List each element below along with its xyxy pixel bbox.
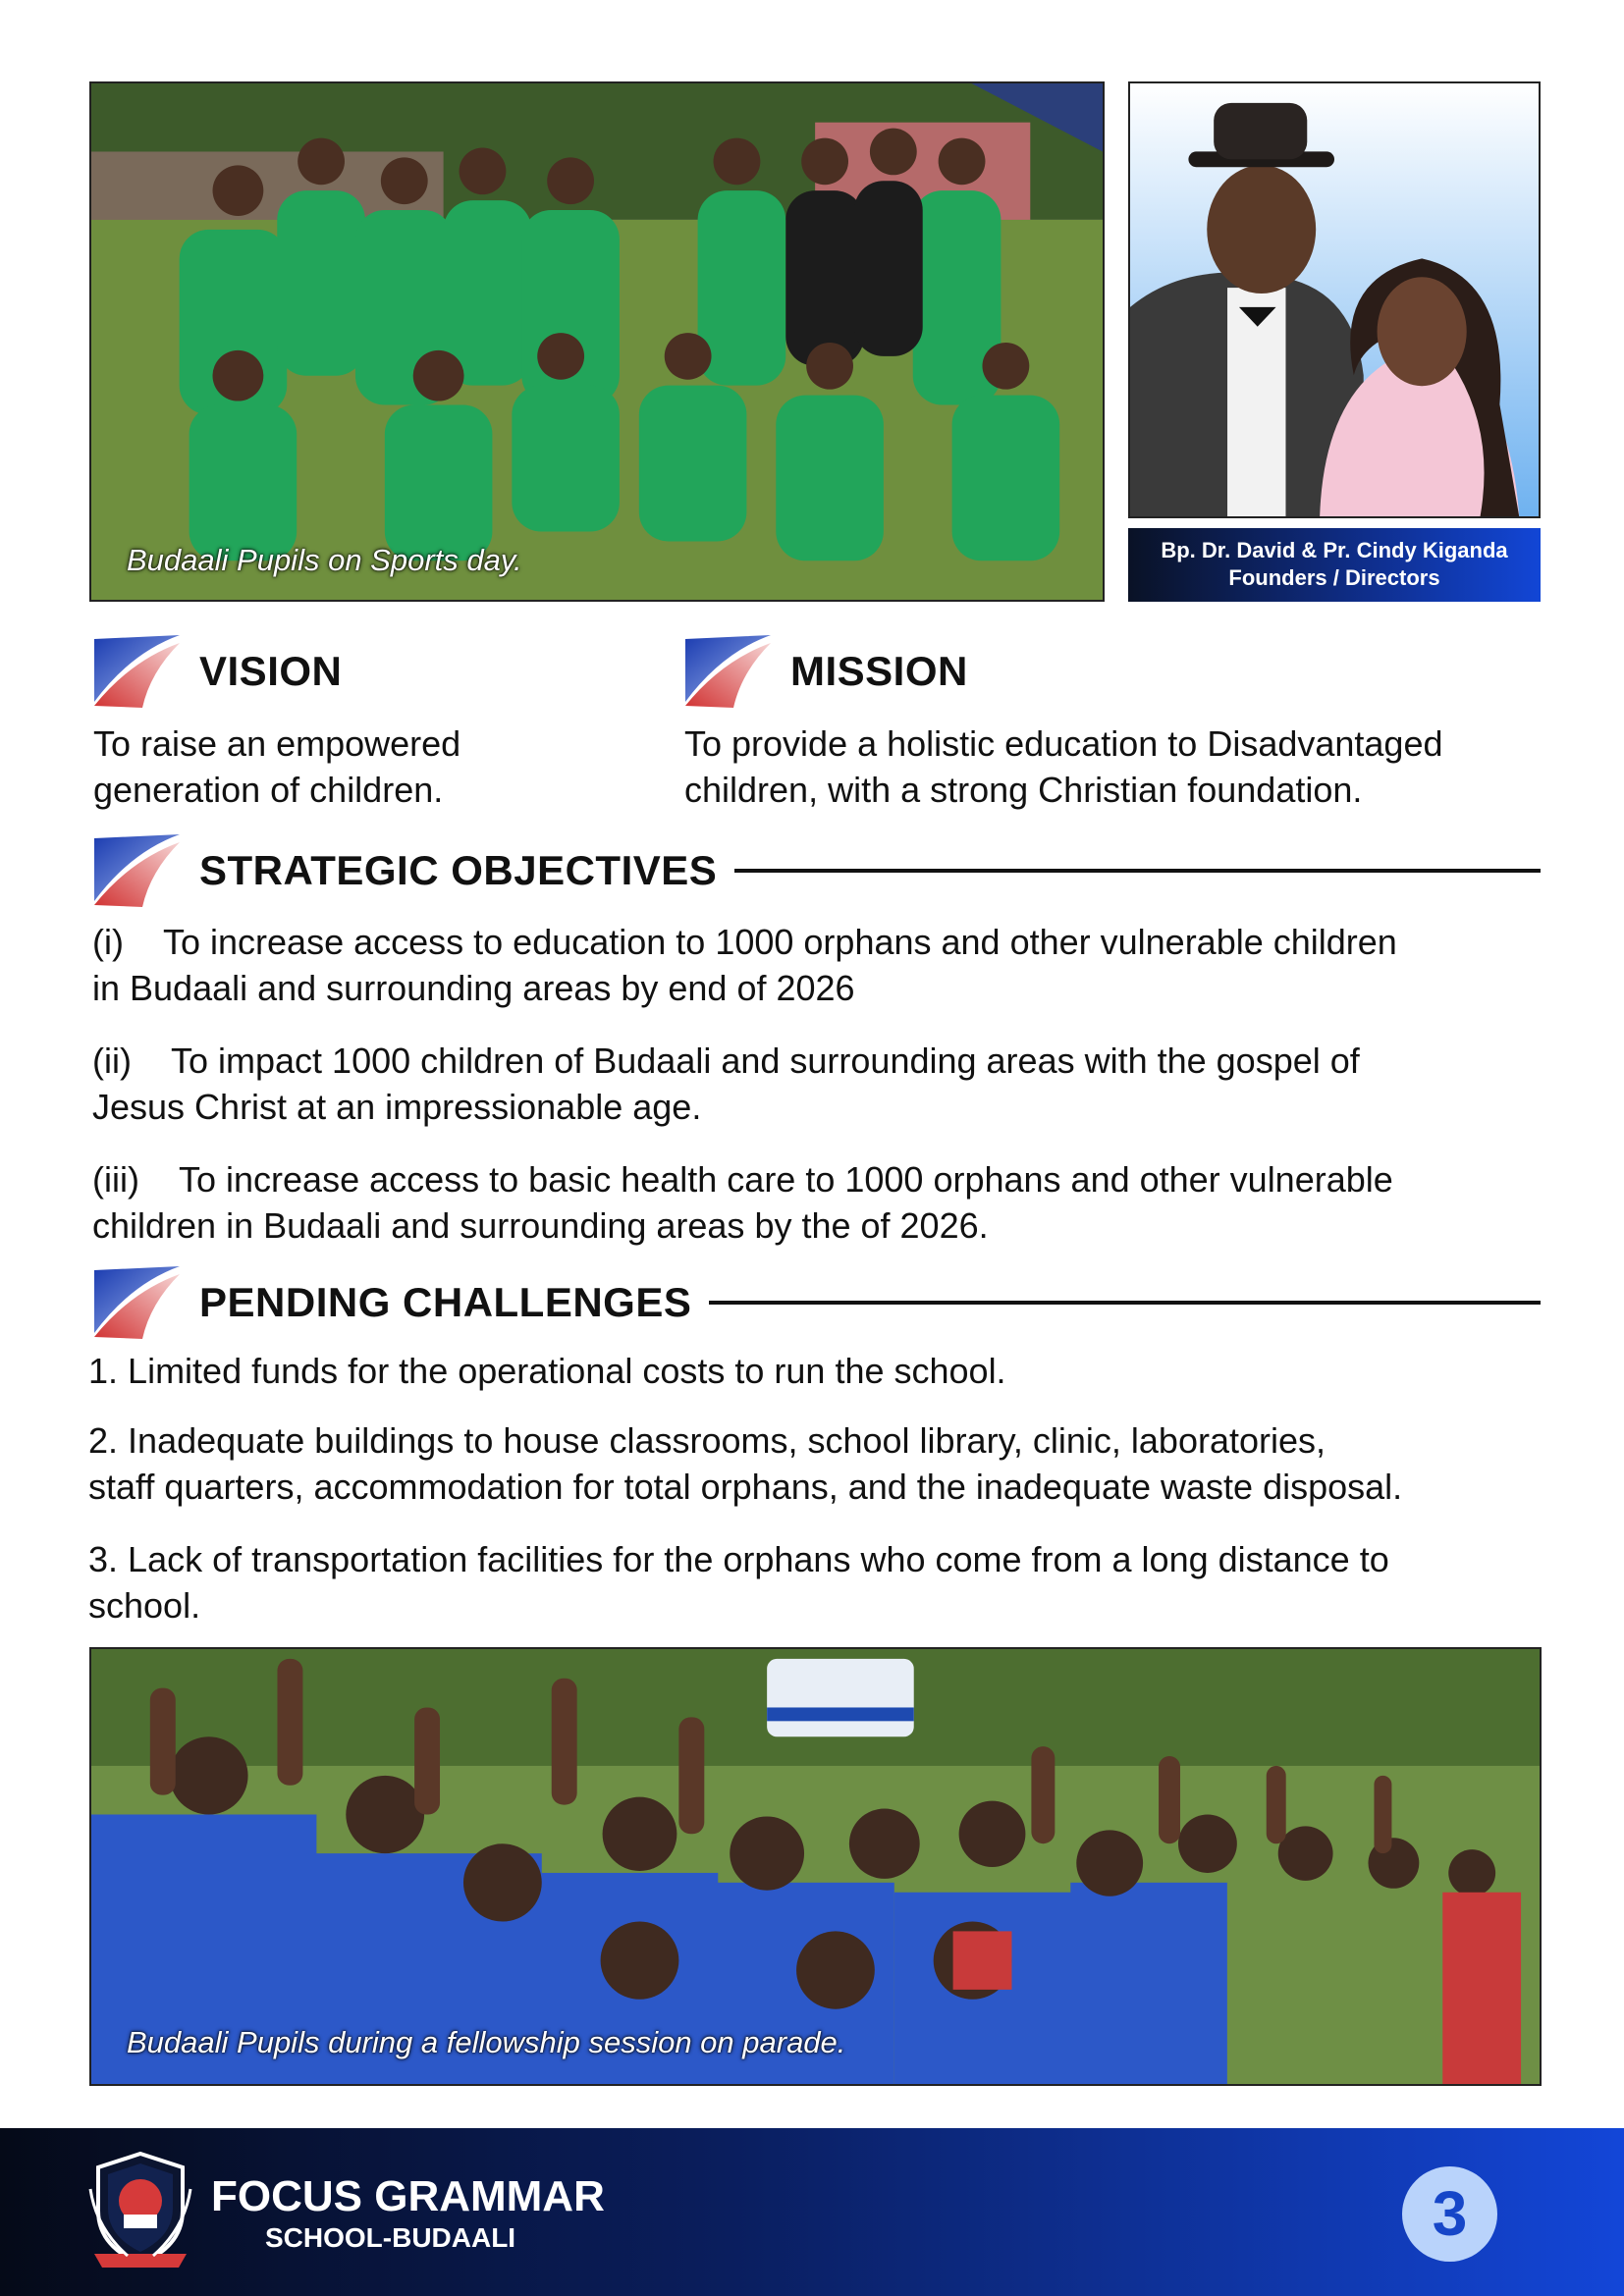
mission-title: MISSION: [790, 648, 968, 694]
section-swoosh-icon: [91, 832, 180, 909]
founders-role: Founders / Directors: [1228, 565, 1440, 590]
heading-rule: [709, 1301, 1541, 1305]
founders-banner: [1128, 528, 1541, 602]
challenges-heading: [91, 1264, 1541, 1341]
founders-names: Bp. Dr. David & Pr. Cindy Kiganda: [1161, 538, 1508, 562]
section-swoosh-icon: [91, 633, 180, 710]
school-subtitle: SCHOOL-BUDAALI: [265, 2222, 516, 2253]
heading-rule: [734, 869, 1541, 873]
objective-marker: (ii): [92, 1041, 132, 1081]
challenge-text: staff quarters, accommodation for total orphans, and the inadequate waste disposal.: [88, 1467, 1403, 1507]
sports-day-caption: Budaali Pupils on Sports day.: [127, 543, 522, 577]
vision-text: [93, 721, 460, 813]
objective-item: [92, 1156, 1393, 1249]
page-footer: [0, 2128, 1624, 2296]
mission-text: [684, 721, 1443, 813]
challenge-marker: 2.: [88, 1420, 119, 1461]
objectives-title: STRATEGIC OBJECTIVES: [199, 847, 718, 893]
challenge-text: Lack of transportation facilities for the orphans who come from a long distance to: [128, 1539, 1389, 1579]
objective-marker: (i): [92, 922, 124, 962]
objective-text: To impact 1000 children of Budaali and surrounding areas with the gospel of: [171, 1041, 1360, 1081]
mission-line: children, with a strong Christian foundation.: [684, 770, 1363, 810]
sports-day-photo: [89, 81, 1105, 602]
objective-text: children in Budaali and surrounding areas by the of 2026.: [92, 1205, 989, 1246]
challenge-item: [88, 1348, 1006, 1394]
section-swoosh-icon: [682, 633, 771, 710]
challenges-title: PENDING CHALLENGES: [199, 1279, 692, 1325]
challenge-item: [88, 1536, 1389, 1629]
objective-item: [92, 919, 1397, 1011]
school-crest-logo: [88, 2150, 192, 2273]
section-swoosh-icon: [91, 1264, 180, 1341]
challenge-item: [88, 1417, 1402, 1510]
fellowship-image: [91, 1649, 1540, 2084]
sports-day-image: [91, 83, 1103, 600]
fellowship-caption: Budaali Pupils during a fellowship session on parade.: [127, 2025, 846, 2059]
objective-text: To increase access to education to 1000 orphans and other vulnerable children: [163, 922, 1397, 962]
challenge-marker: 1.: [88, 1351, 119, 1391]
objectives-heading: [91, 832, 1541, 909]
founders-image: [1130, 83, 1539, 516]
objective-marker: (iii): [92, 1159, 139, 1200]
school-name: FOCUS GRAMMAR: [211, 2172, 605, 2220]
fellowship-photo: [89, 1647, 1542, 2086]
objective-item: [92, 1038, 1360, 1130]
challenge-text: school.: [88, 1585, 201, 1626]
mission-line: To provide a holistic education to Disadvantaged: [684, 723, 1443, 764]
founders-photo: [1128, 81, 1541, 518]
challenge-text: Inadequate buildings to house classrooms, school library, clinic, laboratories,: [128, 1420, 1326, 1461]
vision-line: generation of children.: [93, 770, 444, 810]
vision-title: VISION: [199, 648, 343, 694]
challenge-text: Limited funds for the operational costs to run the school.: [128, 1351, 1006, 1391]
page-number: 3: [1402, 2166, 1497, 2262]
objective-text: Jesus Christ at an impressionable age.: [92, 1087, 702, 1127]
vision-line: To raise an empowered: [93, 723, 461, 764]
vision-heading: [91, 633, 342, 710]
objective-text: To increase access to basic health care to 1000 orphans and other vulnerable: [179, 1159, 1393, 1200]
challenge-marker: 3.: [88, 1539, 119, 1579]
objective-text: in Budaali and surrounding areas by end of 2026: [92, 968, 855, 1008]
mission-heading: [682, 633, 968, 710]
